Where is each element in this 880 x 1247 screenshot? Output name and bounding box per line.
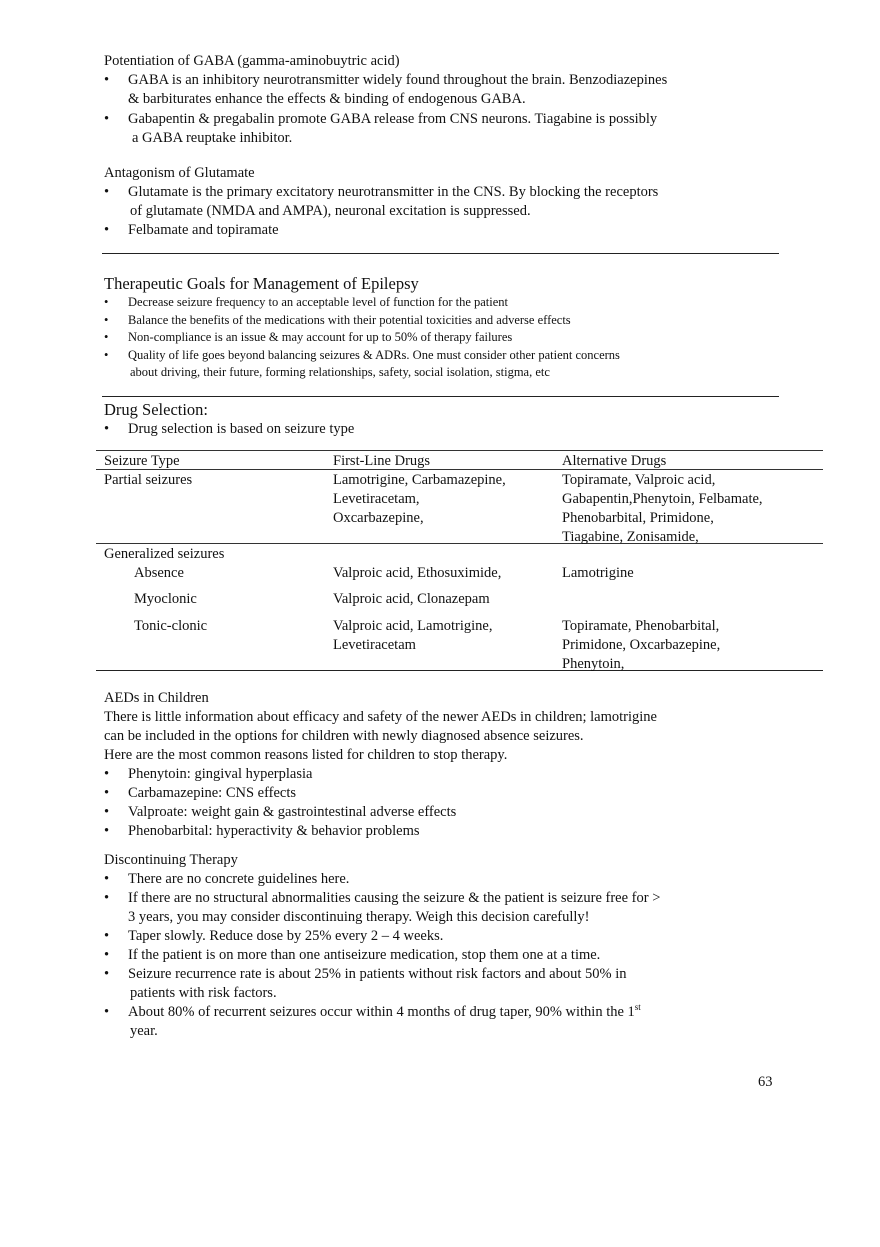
glutamate-section [104, 164, 744, 240]
tonic-clonic-first-line: Valproic acid, Lamotrigine, Levetiracetam [333, 618, 493, 653]
header-first-line: First-Line Drugs [333, 453, 431, 469]
gaba-bullet-2: • Gabapentin & pregabalin promote GABA release from CNS neurons. Tiagabine is possibly a GABA reuptake inhibitor. [104, 110, 744, 148]
table-header-row [96, 450, 823, 470]
discontinuing-bullet-6: • About 80% of recurrent seizures occur within 4 months of drug taper, 90% within the 1st year. [104, 1003, 754, 1041]
myoclonic-first-line: Valproic acid, Clonazepam [333, 591, 490, 607]
discontinuing-bullet-4: • If the patient is on more than one antiseizure medication, stop them one at a time. [104, 946, 754, 965]
glutamate-bullet-2: • Felbamate and topiramate [104, 221, 744, 240]
discontinuing-bullet-5: • Seizure recurrence rate is about 25% in patients without risk factors and about 50% in patients with risk factors. [104, 965, 754, 1003]
page-number: 63 [758, 1074, 773, 1090]
selection-heading: Drug Selection: [104, 400, 209, 419]
table-row-generalized [96, 544, 823, 671]
goals-bullet-4: • Quality of life goes beyond balancing seizures & ADRs. One must consider other patient concerns about driving, their future, forming relationships, safety, social isolation, stigma, etc [104, 347, 764, 382]
children-bullet-1: • Phenytoin: gingival hyperplasia [104, 765, 754, 784]
generalized-type: Generalized seizures [104, 546, 225, 562]
table-row-partial [96, 470, 823, 544]
header-seizure-type: Seizure Type [104, 453, 180, 469]
discontinuing-heading: Discontinuing Therapy [104, 852, 238, 868]
goals-bullet-2: • Balance the benefits of the medications with their potential toxicities and adverse effects [104, 312, 764, 330]
selection-section [104, 400, 744, 439]
children-section [104, 689, 754, 841]
tonic-clonic-alternative: Topiramate, Phenobarbital, Primidone, Oxcarbazepine, Phenytoin, [562, 618, 721, 672]
glutamate-bullet-1: • Glutamate is the primary excitatory neurotransmitter in the CNS. By blocking the receptors of glutamate (NMDA and AMPA), neuronal excitation is suppressed. [104, 183, 744, 221]
drug-selection-table [96, 450, 823, 671]
goals-section [104, 274, 764, 382]
absence-alternative: Lamotrigine [562, 565, 634, 581]
myoclonic-type: Myoclonic [134, 591, 197, 607]
selection-bullet: • Drug selection is based on seizure type [104, 420, 744, 439]
goals-bullet-1: • Decrease seizure frequency to an acceptable level of function for the patient [104, 294, 764, 312]
partial-first-line: Lamotrigine, Carbamazepine, Levetiracetam, Oxcarbazepine, [333, 472, 506, 526]
goals-heading: Therapeutic Goals for Management of Epilepsy [104, 274, 419, 293]
children-bullet-3: • Valproate: weight gain & gastrointestinal adverse effects [104, 803, 754, 822]
discontinuing-bullet-2: • If there are no structural abnormalities causing the seizure & the patient is seizure free for > 3 years, you may consider discontinuing therapy. Weigh this decision carefully! [104, 889, 754, 927]
partial-alternative: Topiramate, Valproic acid, Gabapentin,Phenytoin, Felbamate, Phenobarbital, Primidone, Tiagabine, Zonisamide, [562, 472, 763, 545]
children-paragraph: There is little information about efficacy and safety of the newer AEDs in children; lamotrigine can be included in the options for children with newly diagnosed absence seizures. Here are the most common reasons listed for children to stop therapy. [104, 709, 657, 763]
goals-bullet-3: • Non-compliance is an issue & may account for up to 50% of therapy failures [104, 329, 764, 347]
children-bullet-2: • Carbamazepine: CNS effects [104, 784, 754, 803]
header-alternative: Alternative Drugs [562, 453, 667, 469]
absence-type: Absence [134, 565, 184, 581]
section-divider [102, 253, 779, 254]
partial-type: Partial seizures [104, 472, 193, 488]
section-divider [102, 396, 779, 397]
discontinuing-bullet-1: • There are no concrete guidelines here. [104, 870, 754, 889]
children-bullet-4: • Phenobarbital: hyperactivity & behavior problems [104, 822, 754, 841]
absence-first-line: Valproic acid, Ethosuximide, [333, 565, 502, 581]
gaba-bullet-1: • GABA is an inhibitory neurotransmitter widely found throughout the brain. Benzodiazepines & barbiturates enhance the effects & binding of endogenous GABA. [104, 71, 744, 109]
tonic-clonic-type: Tonic-clonic [134, 618, 208, 634]
gaba-section [104, 52, 744, 148]
children-heading: AEDs in Children [104, 690, 209, 706]
glutamate-heading: Antagonism of Glutamate [104, 165, 255, 181]
discontinuing-bullet-3: • Taper slowly. Reduce dose by 25% every 2 – 4 weeks. [104, 927, 754, 946]
gaba-heading: Potentiation of GABA (gamma-aminobuytric acid) [104, 53, 400, 69]
discontinuing-section [104, 851, 754, 1041]
